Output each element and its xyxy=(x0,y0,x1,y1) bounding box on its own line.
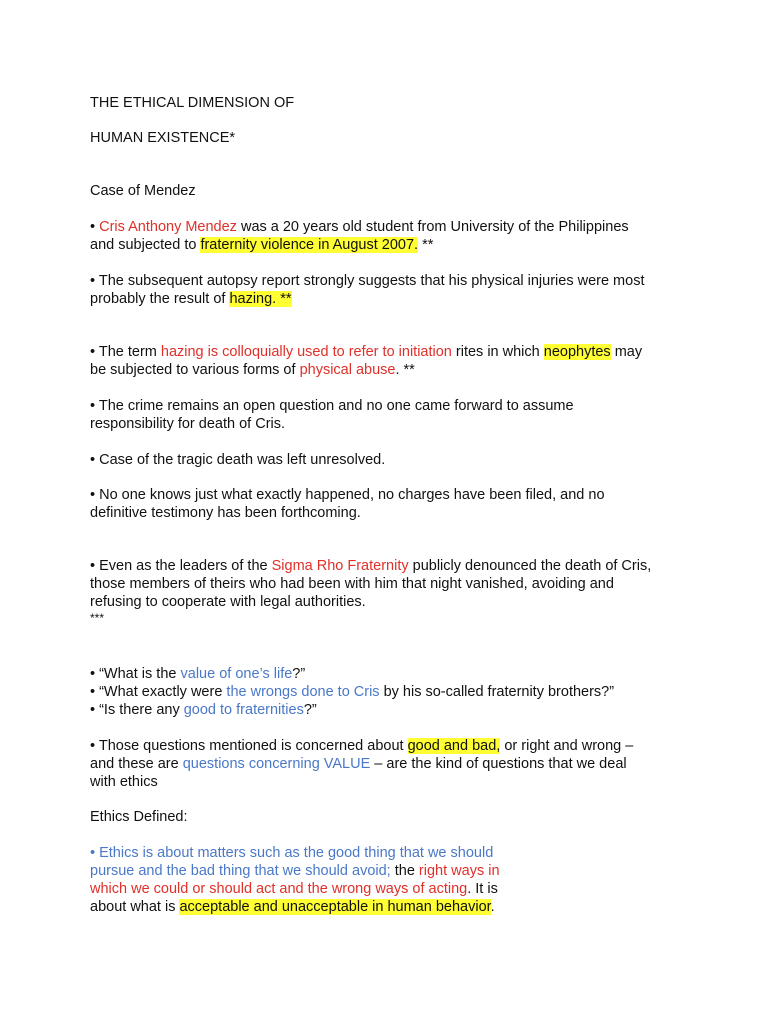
question-3: • “Is there any good to fraternities?” xyxy=(90,702,317,718)
paragraph-9-line-1: • Ethics is about matters such as the good thing that we should xyxy=(90,845,494,861)
ethics-heading: Ethics Defined: xyxy=(90,809,188,825)
paragraph-9-line-4: about what is acceptable and unacceptable in human behavior. xyxy=(90,899,495,915)
paragraph-8-line-1: • Those questions mentioned is concerned about good and bad, or right and wrong – xyxy=(90,738,634,754)
case-heading: Case of Mendez xyxy=(90,183,196,199)
name-cris-anthony-mendez: Cris Anthony Mendez xyxy=(99,219,237,235)
highlight-acceptable-unacceptable: acceptable and unacceptable in human behavior xyxy=(179,899,491,915)
paragraph-7-line-2: those members of theirs who had been with him that night vanished, avoiding and xyxy=(90,576,614,592)
paragraph-4-line-1: • The crime remains an open question and no one came forward to assume xyxy=(90,398,574,414)
title-line-2: HUMAN EXISTENCE* xyxy=(90,130,236,146)
paragraph-9-line-2: pursue and the bad thing that we should avoid; the right ways in xyxy=(90,863,500,879)
paragraph-1-line-2: and subjected to fraternity violence in August 2007. ** xyxy=(90,237,434,253)
paragraph-1-line-1: • Cris Anthony Mendez was a 20 years old student from University of the Philippines xyxy=(90,219,629,235)
paragraph-7-footnote: *** xyxy=(90,611,105,625)
highlight-hazing: hazing. ** xyxy=(229,291,292,307)
paragraph-6-line-1: • No one knows just what exactly happened, no charges have been filed, and no xyxy=(90,487,605,503)
paragraph-7-line-3: refusing to cooperate with legal authorities. xyxy=(90,594,366,610)
paragraph-8-line-2: and these are questions concerning VALUE – are the kind of questions that we deal xyxy=(90,756,627,772)
title-line-1: THE ETHICAL DIMENSION OF xyxy=(90,95,295,111)
highlight-neophytes: neophytes xyxy=(543,344,611,360)
sigma-rho-fraternity: Sigma Rho Fraternity xyxy=(271,558,409,574)
paragraph-8-line-3: with ethics xyxy=(90,774,158,790)
question-2: • “What exactly were the wrongs done to Cris by his so-called fraternity brothers?” xyxy=(90,684,615,700)
paragraph-2-line-2: probably the result of hazing. ** xyxy=(90,291,292,307)
paragraph-7-line-1: • Even as the leaders of the Sigma Rho Fraternity publicly denounced the death of Cris, xyxy=(90,558,652,574)
paragraph-6-line-2: definitive testimony has been forthcoming. xyxy=(90,505,361,521)
paragraph-3-line-1: • The term hazing is colloquially used to refer to initiation rites in which neophytes may xyxy=(90,344,643,360)
paragraph-9-line-3: which we could or should act and the wrong ways of acting. It is xyxy=(90,881,498,897)
paragraph-2-line-1: • The subsequent autopsy report strongly suggests that his physical injuries were most xyxy=(90,273,645,289)
paragraph-4-line-2: responsibility for death of Cris. xyxy=(90,416,286,432)
question-1: • “What is the value of one’s life?” xyxy=(90,666,306,682)
highlight-fraternity-violence: fraternity violence in August 2007. xyxy=(200,237,419,253)
highlight-good-and-bad: good and bad, xyxy=(407,738,501,754)
paragraph-3-line-2: be subjected to various forms of physical abuse. ** xyxy=(90,362,415,378)
paragraph-5-line-1: • Case of the tragic death was left unresolved. xyxy=(90,452,386,468)
